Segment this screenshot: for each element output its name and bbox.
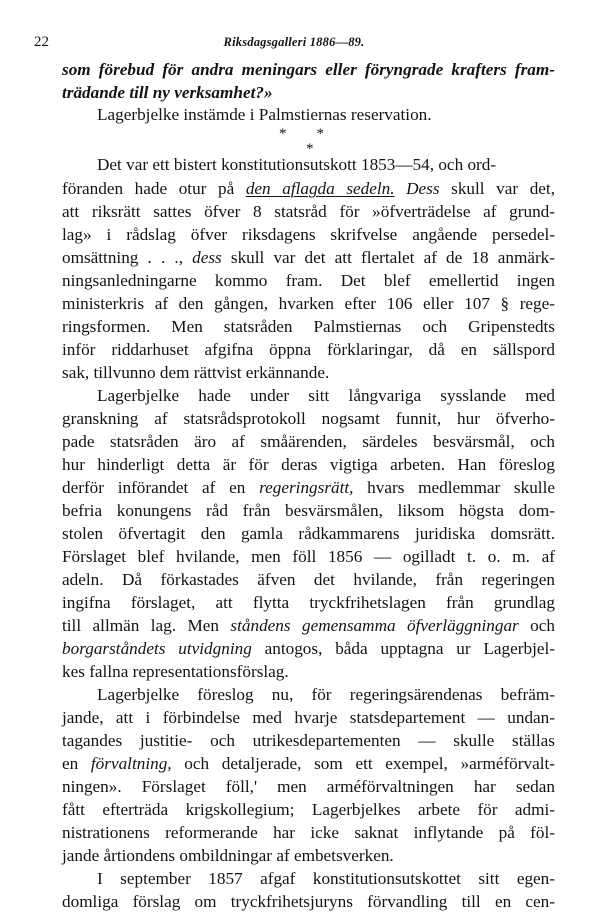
text-line [62,591,555,614]
running-head: Riksdagsgalleri 1886—89. [223,35,365,49]
text-line [97,103,432,126]
page-number: 22 [34,34,49,50]
text-run: skull var det, [439,179,556,198]
text-run: hvars medlemmar skulle [353,478,555,497]
text-run: Förslaget blef hvilande, men föll 1856 — ogilladt t. o. m. af [62,547,555,566]
section-separator-stars-top: * * [279,126,324,142]
text-line [62,798,555,821]
text-run: hur hinderligt detta är för deras vigtiga arbeten. Han föreslog [62,455,555,474]
text-line [62,58,555,81]
text-line [62,775,555,798]
text-line [62,522,555,545]
text-line [62,430,555,453]
text-run: ningen». Förslaget föll,' men arméförvaltningen har sedan [62,777,555,796]
text-line [62,614,555,637]
text-run: som förebud för andra meningars eller föryngrade krafters fram- [62,60,555,79]
text-run: Lagerbjelke hade under sitt långvariga sysslande med [97,386,555,405]
text-run: dess [192,248,222,267]
text-run: ringsformen. Men statsråden Palmstiernas och Gripenstedts [62,317,555,336]
text-run: borgarståndets utvidgning [62,639,252,658]
text-line [97,683,555,706]
text-run: sak, tillvunno dem rättvist erkännande. [62,363,330,382]
text-run: domliga förslag om tryckfrihetsjuryns förvandling till en cen- [62,892,555,911]
text-run: Lagerbjelke instämde i Palmstiernas reservation. [97,105,432,124]
text-run: derför införandet af en [62,478,260,497]
text-run: ståndens gemensamma öfverläggningar [230,616,519,635]
text-run: den aflagda sedeln. [245,179,395,198]
text-run: kes fallna representationsförslag. [62,662,289,681]
text-run: fått efterträda krigskollegium; Lagerbjelkes arbete för admi- [62,800,555,819]
text-line [62,752,555,775]
text-run: och [518,616,555,635]
text-line [62,315,555,338]
text-line [62,338,555,361]
text-run: nistrationens reformerande har icke saknat inflytande på föl- [62,823,555,842]
text-line [62,706,555,729]
text-run: föranden hade otur på [62,179,246,198]
text-line [62,568,555,591]
text-run: I september 1857 afgaf konstitutionsutskottet sitt egen- [97,869,555,888]
text-run: granskning af statsrådsprotokoll nogsamt funnit, hur öfverho- [62,409,555,428]
text-line [62,660,289,683]
text-run: Dess [406,179,440,198]
text-line [62,729,555,752]
text-run: stolen öfvertagit den gamla rådkammarens juridiska domsrätt. [62,524,555,543]
text-line [97,384,555,407]
text-run: Det var ett bistert konstitutionsutskott 1853—54, och ord- [97,155,497,174]
text-line [62,545,555,568]
text-line [62,453,555,476]
text-run: skull var det att flertalet af de 18 anmärk- [221,248,556,267]
text-run: Lagerbjelke föreslog nu, för regeringsärendenas befräm- [97,685,555,704]
text-run: till allmän lag. Men [62,616,231,635]
page-header [34,34,554,54]
text-line [62,637,555,660]
text-run: förvaltning, [90,754,172,773]
text-line [62,499,555,522]
text-run: lag» i rådslag öfver riksdagens skrifvelse angående persedel- [62,225,555,244]
text-line [62,81,273,104]
text-run: befria konungens råd från besvärsmålen, liksom högsta dom- [62,501,555,520]
text-run: och detaljerade, som ett exempel, »arméförvalt- [171,754,555,773]
text-run: adeln. Då förkastades äfven det hvilande, från regeringen [62,570,555,589]
text-run: trädande till ny verksamhet?» [62,83,273,102]
text-line [62,361,329,384]
text-run: tagandes justitie- och utrikesdepartementen — skulle ställas [62,731,555,750]
text-line [62,407,555,430]
text-run: ningsanledningarne kommo fram. Det blef emellertid ingen [62,271,555,290]
text-run: inför riddarhuset afgifna öppna förklaringar, då en sällspord [62,340,555,359]
text-line [97,867,555,890]
text-run: regeringsrätt, [259,478,354,497]
text-run: antogos, båda upptagna ur Lagerbjel- [251,639,555,658]
text-line [62,223,555,246]
text-run: pade statsråden äro af småärenden, särdeles besvärsmål, och [62,432,555,451]
text-run: jande, att i förbindelse med hvarje statsdepartement — undan- [62,708,555,727]
text-line [62,476,555,499]
text-line [62,269,555,292]
text-line [62,292,555,315]
text-run: jande årtiondens ombildningar af embetsverken. [62,846,394,865]
text-run [395,179,407,198]
text-line [62,821,555,844]
text-run: att riksrätt sattes öfver 8 statsråd för »öfverträdelse af grund- [62,202,555,221]
text-run: en [62,754,91,773]
text-line [62,200,555,223]
text-run: omsättning . . ., [62,248,193,267]
section-separator-stars-bottom: * [306,141,314,157]
text-line [97,153,496,176]
text-line [62,844,394,867]
text-line [62,246,555,269]
text-run: ministerkris af den gången, hvarken efter 106 eller 107 § rege- [62,294,555,313]
text-line [62,177,555,200]
text-run: ingifna förslaget, att flytta tryckfrihetslagen från grundlag [62,593,555,612]
